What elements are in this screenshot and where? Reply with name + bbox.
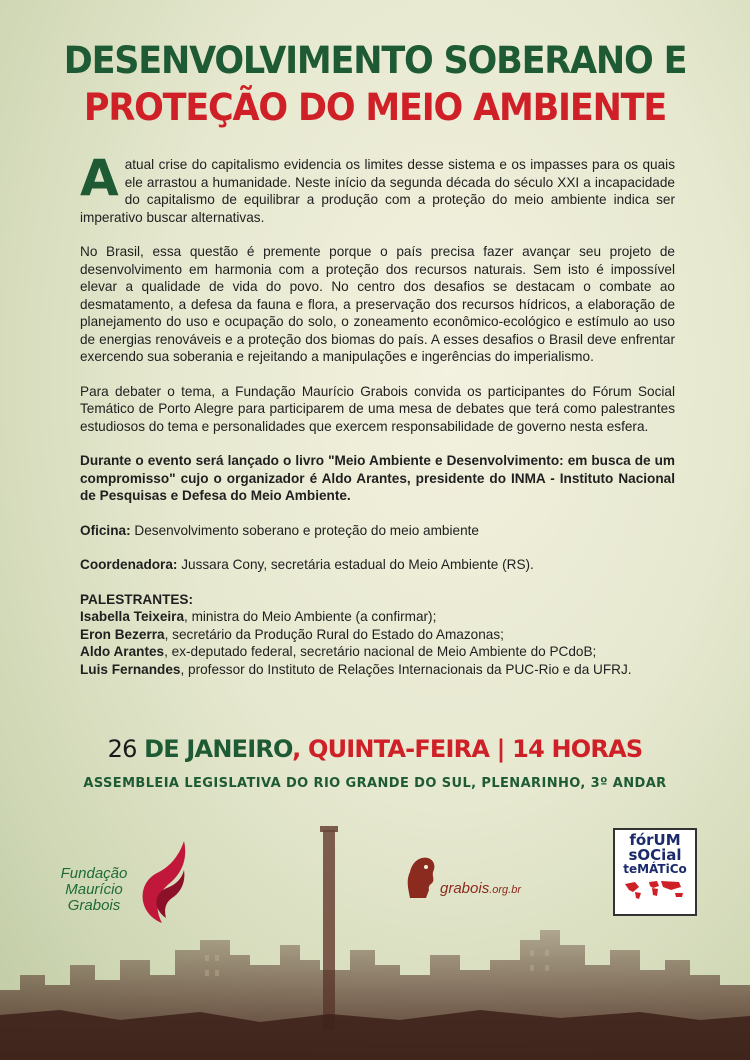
- palestrante-item: [80, 626, 675, 644]
- palestrante-name: Aldo Arantes: [80, 644, 165, 659]
- palestrantes-heading: PALESTRANTES:: [80, 591, 194, 607]
- palestrante-item: [80, 661, 675, 679]
- portrait-profile-icon: [402, 850, 438, 900]
- grabois-name: grabois: [440, 880, 490, 897]
- event-month: DE JANEIRO: [136, 735, 293, 763]
- fmg-line-1: Fundação: [60, 865, 128, 882]
- intro-text: atual crise do capitalismo evidencia os limites desse sistema e os impasses para os quais ele arrastou a humanidade. Neste início da segunda década do século XXI a incapacidade do capitalismo de equilibrar a produção com a proteção do meio ambiente indica ser imperativo buscar alternativas.: [80, 157, 675, 225]
- palestrante-role: , ministra do Meio Ambiente (a confirmar);: [184, 609, 437, 624]
- fst-line-2: sOCial: [628, 846, 682, 864]
- palestrante-name: Luis Fernandes: [80, 661, 181, 677]
- palestrante-item: [80, 643, 675, 661]
- fmg-line-2: Maurício: [65, 881, 123, 898]
- title-line-2: PROTEÇÃO DO MEIO AMBIENTE: [83, 86, 667, 130]
- grabois-domain: .org.br: [489, 884, 521, 896]
- oficina-value: Desenvolvimento soberano e proteção do meio ambiente: [134, 522, 479, 538]
- palestrante-item: [80, 608, 675, 626]
- oficina-line: [80, 522, 675, 540]
- palestrante-role: , ex-deputado federal, secretário nacional de Meio Ambiente do PCdoB;: [164, 644, 597, 659]
- fst-line-3: teMÁTiCo: [623, 862, 687, 876]
- palestrante-role: , secretário da Produção Rural do Estado do Amazonas;: [164, 626, 504, 642]
- flame-swirl-icon: [132, 838, 192, 928]
- event-weekday-time: , QUINTA-FEIRA | 14 HORAS: [292, 735, 643, 763]
- palestrantes-section: [80, 591, 675, 679]
- title-line-1: DESENVOLVIMENTO SOBERANO E: [63, 39, 687, 83]
- palestrante-name: Eron Bezerra: [80, 626, 165, 642]
- grabois-wordmark: [440, 880, 521, 897]
- palestrante-name: Isabella Teixeira: [80, 609, 185, 624]
- oficina-label: Oficina:: [80, 522, 131, 538]
- grabois-site-logo: [402, 850, 562, 905]
- fmg-logo-text: [54, 866, 134, 914]
- coordenadora-line: [80, 556, 675, 574]
- fundacao-mauricio-grabois-logo: [54, 838, 194, 928]
- event-day: 26: [107, 735, 137, 763]
- event-date: [0, 735, 750, 763]
- paragraph-brasil: No Brasil, essa questão é premente porque o país precisa fazer avançar seu projeto de desenvolvimento em harmonia com a proteção dos recursos naturais. Sem isto é impossível elevar a qualidade de vida do povo. No centro dos desafios se destacam o combate ao desmatamento, a defesa da fauna e flora, a preservação dos recursos hídricos, a elaboração de planejamento do uso e ocupação do solo, o zoneamento econômico-ecológico e estímulo ao uso de energias renováveis e a proteção dos biomas do país. A esses desafios o Brasil deve enfrentar exercendo sua soberania e rejeitando a manipulações e ingerências do imperialismo.: [80, 244, 675, 364]
- body-text: [80, 149, 675, 678]
- event-venue: ASSEMBLEIA LEGISLATIVA DO RIO GRANDE DO SUL, PLENARINHO, 3º ANDAR: [83, 776, 667, 791]
- intro-paragraph: [80, 149, 675, 226]
- drop-cap: A: [80, 149, 119, 207]
- forum-social-tematico-logo: [613, 828, 697, 916]
- fmg-line-3: Grabois: [67, 897, 121, 914]
- fst-line-1: fórUM: [629, 831, 681, 849]
- book-notice: Durante o evento será lançado o livro "Meio Ambiente e Desenvolvimento: em busca de um compromisso" cujo o organizador é Aldo Arantes, presidente do INMA - Instituto Nacional de Pesquisas e Defesa do Meio Ambiente.: [80, 453, 675, 503]
- coordenadora-label: Coordenadora:: [80, 557, 178, 572]
- paragraph-debate: Para debater o tema, a Fundação Maurício Grabois convida os participantes do Fórum Social Temático de Porto Alegre para participarem de uma mesa de debates que terá como palestrantes estudiosos do tema e personalidades que exercem responsabilidade de governo nesta esfera.: [80, 383, 675, 434]
- coordenadora-value: Jussara Cony, secretária estadual do Meio Ambiente (RS).: [181, 557, 534, 572]
- palestrante-role: , professor do Instituto de Relações Internacionais da PUC-Rio e da UFRJ.: [180, 661, 632, 677]
- world-map-icon: [621, 878, 689, 900]
